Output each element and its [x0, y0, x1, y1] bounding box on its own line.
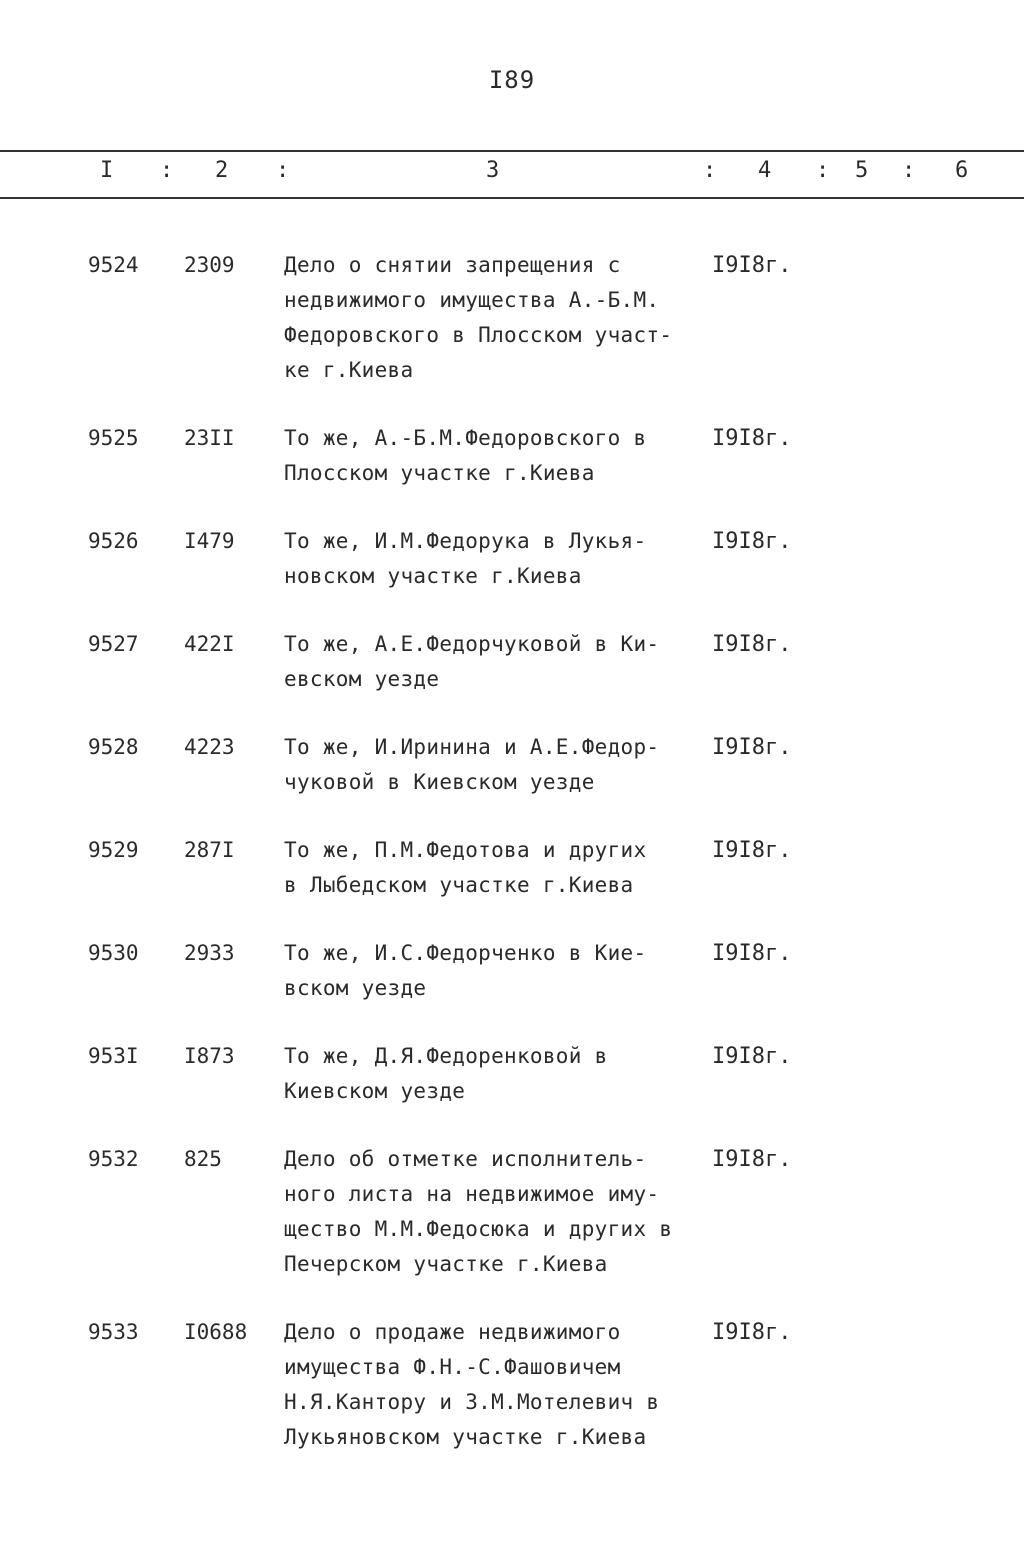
- column-header-6: 6: [955, 158, 969, 183]
- entry-year: I9I8г.: [712, 426, 792, 451]
- entry-old-number: I0688: [184, 1320, 248, 1344]
- inventory-entry: [0, 1142, 1024, 1282]
- entry-number: 9533: [88, 1320, 139, 1344]
- column-separator: :: [816, 158, 830, 183]
- entry-year: I9I8г.: [712, 1320, 792, 1345]
- entry-old-number: 825: [184, 1147, 222, 1171]
- column-header-2: 2: [215, 158, 229, 183]
- entry-year: I9I8г.: [712, 632, 792, 657]
- column-header-row: [0, 158, 1024, 188]
- entry-description: Дело об отметке исполнитель- ного листа на недвижимое иму- щество М.М.Федосюка и других в Печерском участке г.Киева: [284, 1147, 673, 1276]
- entry-old-number: 287I: [184, 838, 235, 862]
- column-separator: :: [276, 158, 290, 183]
- header-bottom-rule: [0, 197, 1024, 199]
- entry-description: Дело о продаже недвижимого имущества Ф.Н.-С.Фашовичем Н.Я.Кантору и З.М.Мотелевич в Лукьяновском участке г.Киева: [284, 1320, 660, 1449]
- page-number: I89: [488, 66, 536, 94]
- column-header-1: I: [100, 158, 114, 183]
- inventory-entry: [0, 1315, 1024, 1455]
- entry-description: То же, И.С.Федорченко в Кие- вском уезде: [284, 941, 647, 1000]
- inventory-entry: [0, 730, 1024, 800]
- entry-number: 9528: [88, 735, 139, 759]
- entry-number: 9530: [88, 941, 139, 965]
- entry-description: То же, П.М.Федотова и других в Лыбедском участке г.Киева: [284, 838, 647, 897]
- entry-description: То же, А.Е.Федорчуковой в Ки- евском уезде: [284, 632, 660, 691]
- entry-number: 9525: [88, 426, 139, 450]
- inventory-entry: [0, 1039, 1024, 1109]
- entry-description: То же, И.Иринина и А.Е.Федор- чуковой в Киевском уезде: [284, 735, 660, 794]
- entry-year: I9I8г.: [712, 941, 792, 966]
- entry-old-number: 2933: [184, 941, 235, 965]
- column-separator: :: [160, 158, 174, 183]
- entry-year: I9I8г.: [712, 735, 792, 760]
- inventory-entry: [0, 833, 1024, 903]
- entry-number: 9524: [88, 253, 139, 277]
- column-header-3: 3: [486, 158, 500, 183]
- entry-number: 9532: [88, 1147, 139, 1171]
- entry-year: I9I8г.: [712, 253, 792, 278]
- entry-year: I9I8г.: [712, 1044, 792, 1069]
- entry-year: I9I8г.: [712, 838, 792, 863]
- entry-number: 953I: [88, 1044, 139, 1068]
- entry-description: То же, И.М.Федорука в Лукья- новском участке г.Киева: [284, 529, 647, 588]
- column-header-5: 5: [855, 158, 869, 183]
- entry-description: То же, А.-Б.М.Федоровского в Плосском участке г.Киева: [284, 426, 647, 485]
- entry-old-number: 23II: [184, 426, 235, 450]
- inventory-entry: [0, 627, 1024, 697]
- entry-number: 9526: [88, 529, 139, 553]
- entry-description: Дело о снятии запрещения с недвижимого имущества А.-Б.М. Федоровского в Плосском участ- ке г.Киева: [284, 253, 673, 382]
- inventory-entry: [0, 421, 1024, 491]
- inventory-entry: [0, 248, 1024, 388]
- inventory-entry: [0, 524, 1024, 594]
- inventory-entry: [0, 936, 1024, 1006]
- entry-year: I9I8г.: [712, 529, 792, 554]
- header-top-rule: [0, 150, 1024, 152]
- entry-number: 9527: [88, 632, 139, 656]
- entry-old-number: I479: [184, 529, 235, 553]
- entry-old-number: 2309: [184, 253, 235, 277]
- entry-old-number: 422I: [184, 632, 235, 656]
- entry-year: I9I8г.: [712, 1147, 792, 1172]
- entry-old-number: I873: [184, 1044, 235, 1068]
- inventory-entries: [0, 248, 1024, 1488]
- entry-description: То же, Д.Я.Федоренковой в Киевском уезде: [284, 1044, 608, 1103]
- column-header-4: 4: [758, 158, 772, 183]
- entry-old-number: 4223: [184, 735, 235, 759]
- column-separator: :: [703, 158, 717, 183]
- entry-number: 9529: [88, 838, 139, 862]
- column-separator: :: [902, 158, 916, 183]
